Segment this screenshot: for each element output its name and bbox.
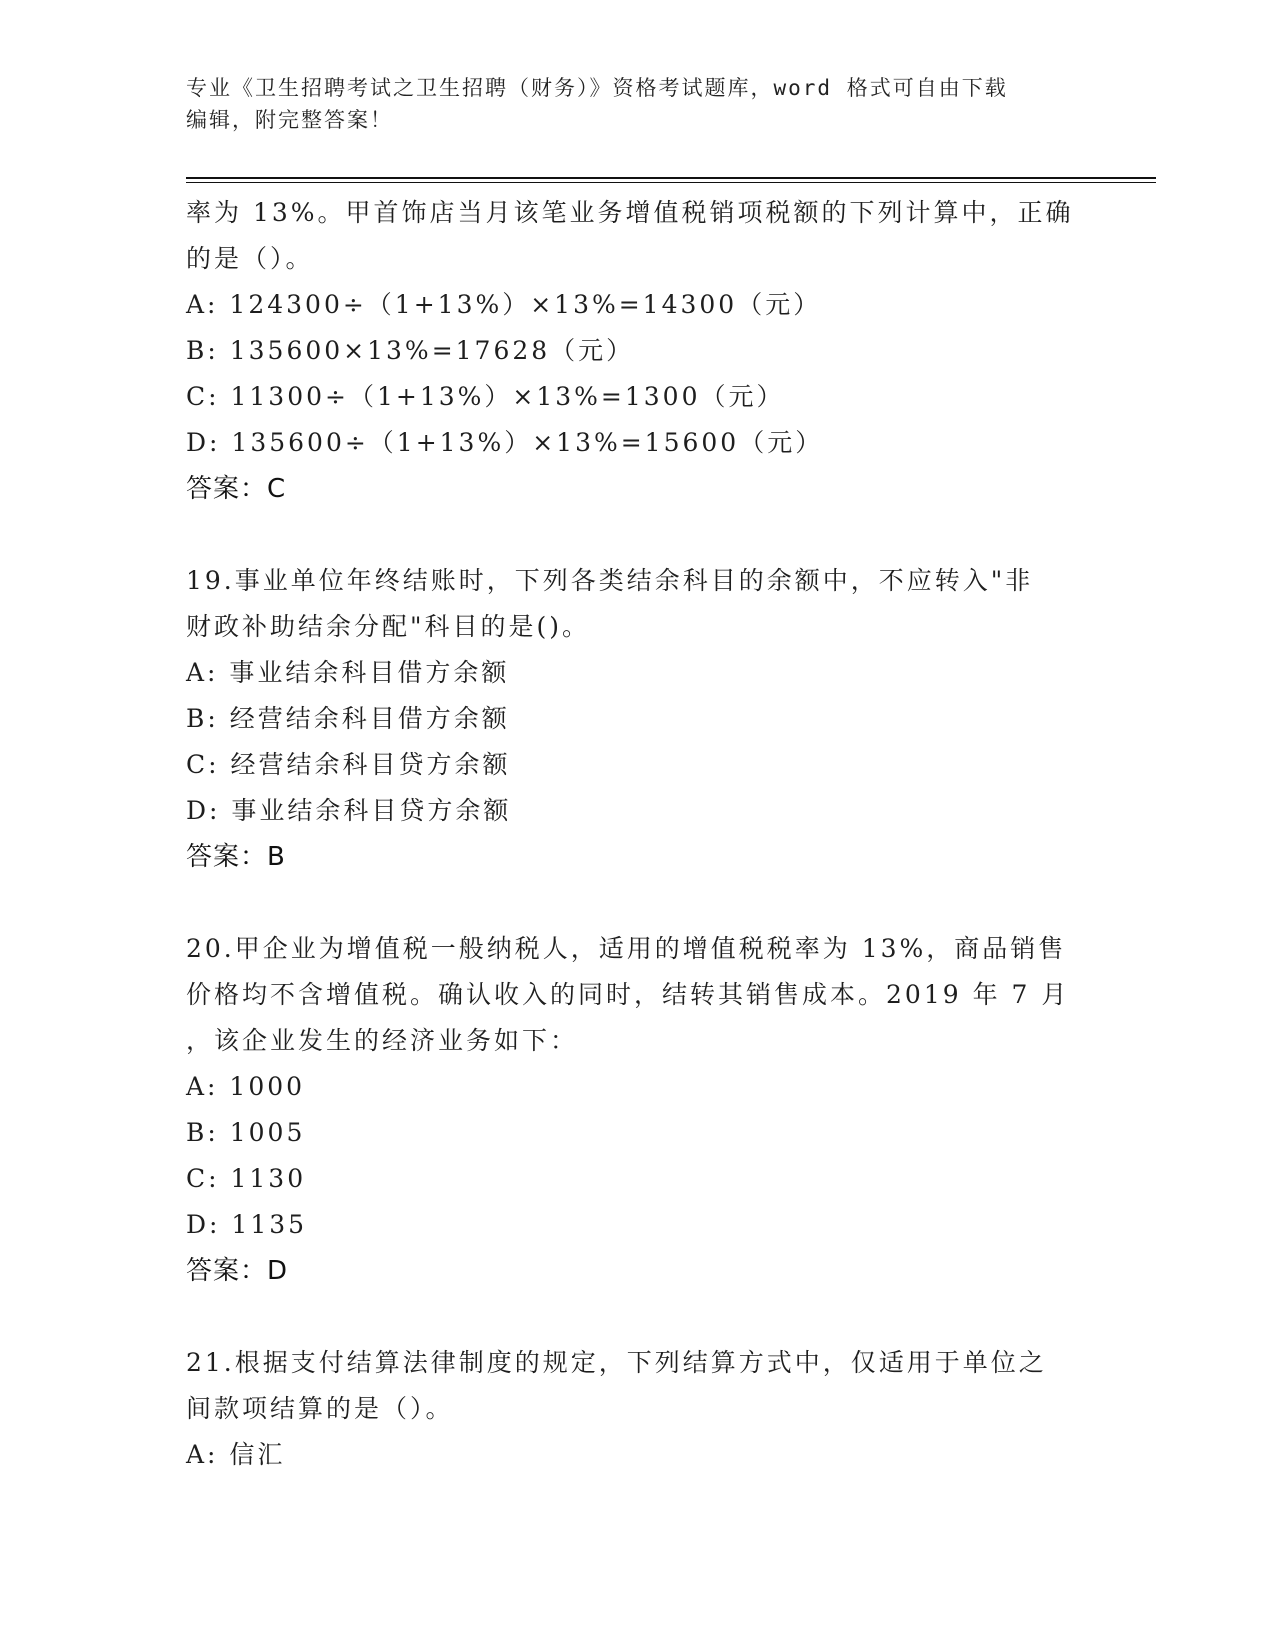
answer: 答案：B: [186, 842, 286, 872]
option-c: C: 经营结余科目贷方余额: [186, 750, 511, 779]
answer: 答案：D: [186, 1256, 289, 1286]
option-a: A: 124300÷（1+13%）×13%=14300（元）: [186, 290, 822, 319]
option-a: A: 事业结余科目借方余额: [186, 658, 510, 687]
option-d: D: 1135: [186, 1210, 308, 1239]
option-a: A: 1000: [186, 1072, 306, 1101]
option-d: D: 事业结余科目贷方余额: [186, 796, 512, 825]
answer: 答案：C: [186, 474, 287, 504]
option-b: B: 经营结余科目借方余额: [186, 704, 510, 733]
header-divider-thick: [186, 177, 1156, 179]
question-text-line: 21.根据支付结算法律制度的规定，下列结算方式中，仅适用于单位之: [186, 1348, 1047, 1377]
spacer: [186, 512, 1086, 558]
option-b: B: 135600×13%=17628（元）: [186, 336, 635, 365]
header-line-2: 编辑，附完整答案！: [186, 108, 393, 132]
question-19: [186, 558, 1086, 880]
spacer: [186, 880, 1086, 926]
question-text-line: 19.事业单位年终结账时，下列各类结余科目的余额中，不应转入"非: [186, 566, 1034, 595]
option-a: A: 信汇: [186, 1440, 286, 1469]
question-18: [186, 190, 1086, 512]
question-text-line: 率为 13%。甲首饰店当月该笔业务增值税销项税额的下列计算中，正确: [186, 198, 1074, 227]
question-text-line: 20.甲企业为增值税一般纳税人，适用的增值税税率为 13%，商品销售: [186, 934, 1067, 963]
question-text-line: 财政补助结余分配"科目的是()。: [186, 612, 591, 641]
question-20: [186, 926, 1086, 1294]
header-divider-thin: [186, 182, 1156, 183]
question-text-line: 的是（）。: [186, 244, 314, 273]
question-21: [186, 1340, 1086, 1478]
header-line-1: 专业《卫生招聘考试之卫生招聘（财务）》资格考试题库，word 格式可自由下载: [186, 76, 1008, 100]
question-text-line: ，该企业发生的经济业务如下：: [186, 1026, 579, 1055]
question-list: [186, 190, 1086, 1478]
option-c: C: 11300÷（1+13%）×13%=1300（元）: [186, 382, 785, 411]
page-header: [186, 72, 1086, 136]
question-text-line: 间款项结算的是（）。: [186, 1394, 454, 1423]
option-d: D: 135600÷（1+13%）×13%=15600（元）: [186, 428, 824, 457]
question-text-line: 价格均不含增值税。确认收入的同时，结转其销售成本。2019 年 7 月: [186, 980, 1070, 1009]
option-c: C: 1130: [186, 1164, 307, 1193]
option-b: B: 1005: [186, 1118, 306, 1147]
spacer: [186, 1294, 1086, 1340]
